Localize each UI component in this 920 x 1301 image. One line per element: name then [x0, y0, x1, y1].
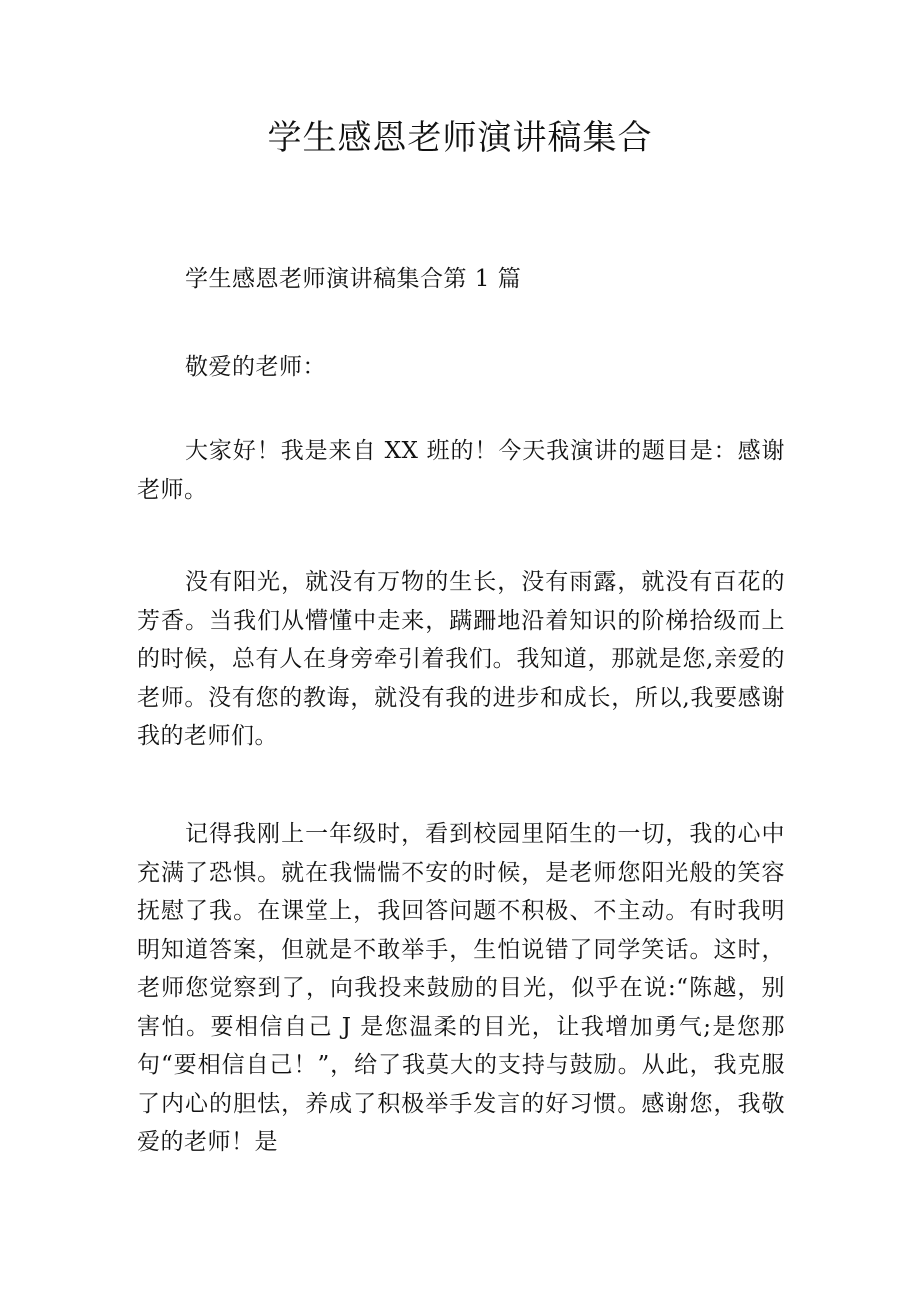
- paragraph-memory: 记得我刚上一年级时，看到校园里陌生的一切，我的心中充满了恐惧。就在我惴惴不安的时候，是老师您阳光般的笑容抚慰了我。在课堂上，我回答问题不积极、不主动。有时我明明知道答案，但就是不敢举手，生怕说错了同学笑话。这时，老师您觉察到了，向我投来鼓励的目光，似乎在说:“陈越，别害怕。要相信自己 J 是您温柔的目光，让我增加勇气;是您那句“要相信自己！”，给了我莫大的支持与鼓励。从此，我克服了内心的胆怯，养成了积极举手发言的好习惯。感谢您，我敬爱的老师！是: [137, 821, 785, 1155]
- paragraph-intro: 大家好！我是来自 XX 班的！今天我演讲的题目是：感谢老师。: [137, 438, 785, 503]
- document-title: 学生感恩老师演讲稿集合: [267, 118, 653, 158]
- salutation: 敬爱的老师：: [185, 354, 326, 380]
- section-heading: 学生感恩老师演讲稿集合第 1 篇: [185, 266, 522, 292]
- paragraph-sunshine: 没有阳光，就没有万物的生长，没有雨露，就没有百花的芳香。当我们从懵懂中走来，蹒跚地沿着知识的阶梯拾级而上的时候，总有人在身旁牵引着我们。我知道，那就是您,亲爱的老师。没有您的教诲，就没有我的进步和成长，所以,我要感谢我的老师们。: [137, 569, 785, 749]
